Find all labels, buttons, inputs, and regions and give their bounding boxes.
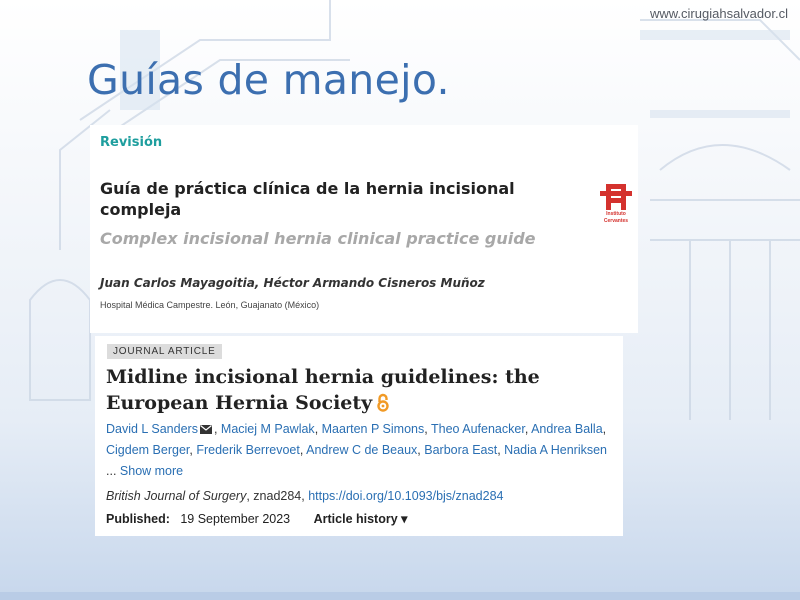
- author-link[interactable]: Maciej M Pawlak: [220, 422, 315, 436]
- article-type-badge: JOURNAL ARTICLE: [107, 344, 222, 359]
- publication-row: [106, 511, 407, 526]
- show-more-link[interactable]: Show more: [119, 464, 184, 478]
- published-label: Published:: [106, 512, 170, 526]
- author-link[interactable]: Andrea Balla: [531, 422, 603, 436]
- article-card-english: [95, 336, 623, 536]
- mail-icon[interactable]: [200, 425, 212, 434]
- logo-text-line1: Instituto: [606, 211, 626, 217]
- article-subtitle: Complex incisional hernia clinical practice guide: [100, 229, 536, 248]
- published-date: 19 September 2023: [180, 512, 291, 526]
- author-link[interactable]: Barbora East: [424, 443, 498, 457]
- section-label: Revisión: [100, 135, 163, 150]
- author-link[interactable]: Andrew C de Beaux: [306, 443, 418, 457]
- article-title-english: [106, 364, 616, 416]
- article-affiliation: Hospital Médica Campestre. León, Guajanato (México): [100, 300, 320, 310]
- author-link[interactable]: Frederik Berrevoet: [196, 443, 300, 457]
- article-id: , znad284,: [246, 489, 309, 503]
- author-list: David L Sanders , Maciej M Pawlak, Maarten P Simons, Theo Aufenacker, Andrea Balla, Cigdem Berger, Frederik Berrevoet, Andrew C de Beaux, Barbora East, Nadia A Henriksen ... Show more: [106, 422, 608, 478]
- author-link[interactable]: Theo Aufenacker: [430, 422, 525, 436]
- author-link[interactable]: David L Sanders: [106, 422, 198, 436]
- slide-title: Guías de manejo.: [87, 56, 450, 104]
- article-card-spanish: [90, 125, 638, 333]
- instituto-cervantes-logo: [596, 182, 636, 226]
- author-link[interactable]: Cigdem Berger: [106, 443, 190, 457]
- author-link[interactable]: Maarten P Simons: [321, 422, 425, 436]
- article-history-dropdown[interactable]: Article history ▾: [313, 512, 408, 526]
- article-title: Guía de práctica clínica de la hernia incisional compleja: [100, 179, 515, 219]
- journal-name: British Journal of Surgery: [106, 489, 247, 503]
- citation-line: [106, 489, 504, 503]
- logo-text-line2: Cervantes: [603, 218, 629, 224]
- author-link[interactable]: Nadia A Henriksen: [504, 443, 608, 457]
- article-authors: Juan Carlos Mayagoitia, Héctor Armando Cisneros Muñoz: [100, 276, 485, 290]
- open-access-icon: [376, 393, 390, 412]
- cervantes-logo-icon: [596, 182, 636, 212]
- doi-link[interactable]: https://doi.org/10.1093/bjs/znad284: [308, 489, 504, 503]
- article-title-text: Midline incisional hernia guidelines: the European Hernia Society: [106, 366, 540, 414]
- website-url: www.cirugiahsalvador.cl: [649, 6, 788, 21]
- author-list-ellipsis: ...: [106, 464, 117, 478]
